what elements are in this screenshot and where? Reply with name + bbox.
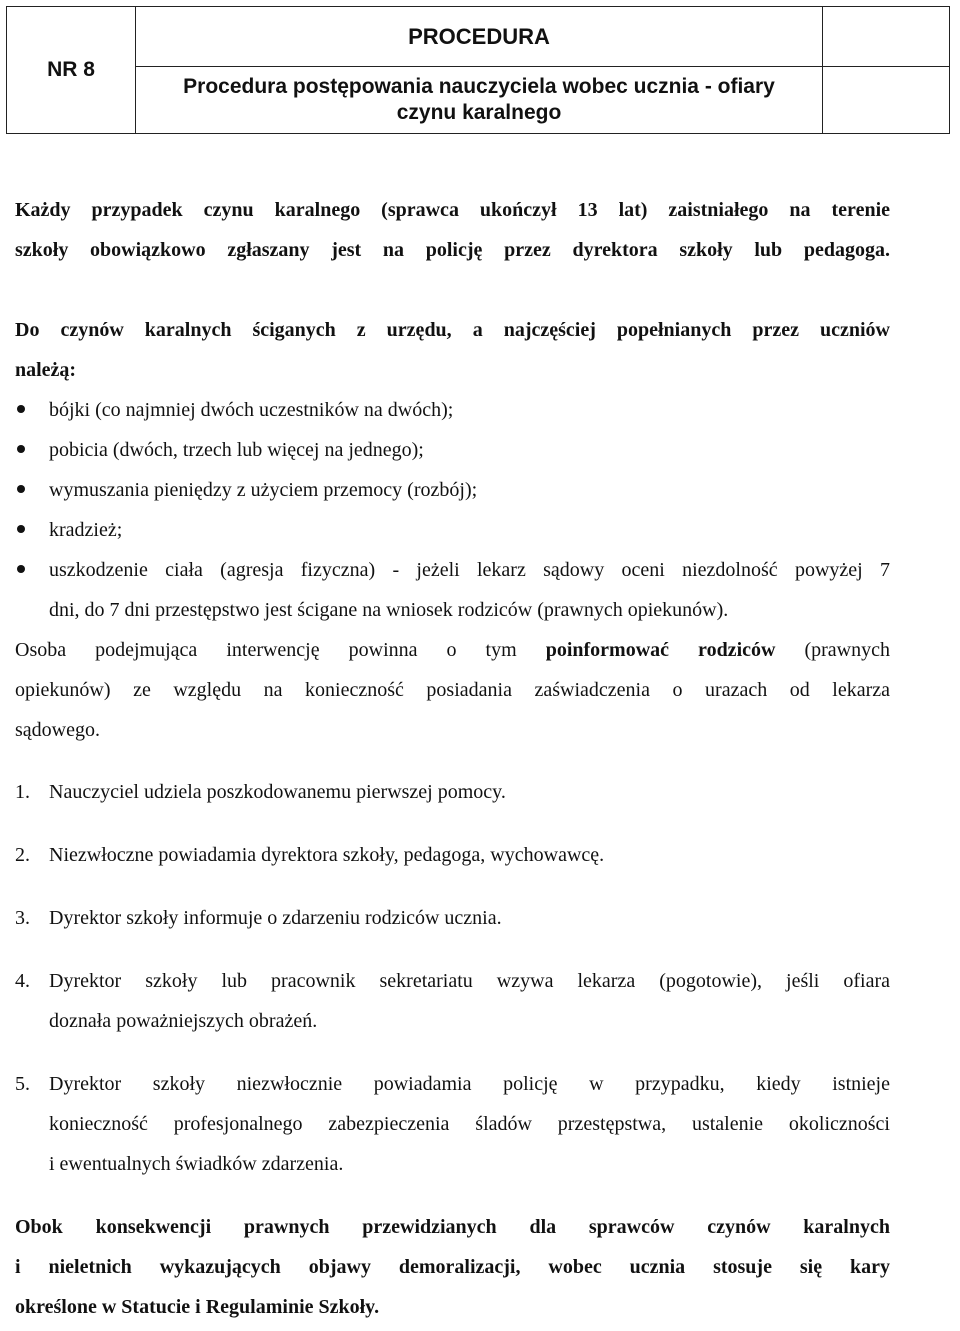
list-item: wymuszania pieniędzy z użyciem przemocy (rozbój);	[15, 470, 890, 510]
bullet-icon	[17, 485, 25, 493]
procedure-steps	[15, 772, 890, 1184]
header-table	[6, 6, 950, 134]
procedure-title-line-1: Procedura postępowania nauczyciela wobec ucznia - ofiary	[183, 75, 775, 98]
step-item: 2. Niezwłoczne powiadamia dyrektora szkoły, pedagoga, wychowawcę.	[15, 844, 605, 866]
procedure-title-line-2: czynu karalnego	[396, 101, 562, 124]
procedure-number: NR 8	[7, 7, 136, 134]
offences-intro-line-1: Do czynów karalnych ściganych z urzędu, a najczęściej popełnianych przez uczniów	[15, 319, 890, 341]
step-item: 5. Dyrektor szkoły niezwłocznie powiadamia policję w przypadku, kiedy istnieje konieczność profesjonalnego zabezpieczenia śladów przestępstwa, ustalenie okoliczności i ewentualnych świadków zdarzenia.	[15, 1073, 890, 1175]
bullet-icon	[17, 445, 25, 453]
inform-line-3: sądowego.	[15, 719, 100, 741]
inform-parents-emphasis: poinformować rodziców	[545, 639, 776, 661]
closing-paragraph	[15, 1207, 890, 1327]
inform-line-2: opiekunów) ze względu na konieczność posiadania zaświadczenia o urazach od lekarza	[15, 679, 890, 701]
step-item: 4. Dyrektor szkoły lub pracownik sekretariatu wzywa lekarza (pogotowie), jeśli ofiara doznała poważniejszych obrażeń.	[15, 970, 890, 1032]
list-item	[15, 550, 890, 630]
intro-line-2: szkoły obowiązkowo zgłaszany jest na policję przez dyrektora szkoły lub pedagoga.	[15, 239, 890, 261]
step-item: 3. Dyrektor szkoły informuje o zdarzeniu rodziców ucznia.	[15, 907, 502, 929]
list-item: pobicia (dwóch, trzech lub więcej na jednego);	[15, 430, 890, 470]
intro-paragraph	[15, 190, 890, 270]
bullet-last-line-1: uszkodzenie ciała (agresja fizyczna) - jeżeli lekarz sądowy oceni niezdolność powyżej 7	[49, 559, 890, 581]
closing-line-1: Obok konsekwencji prawnych przewidzianych dla sprawców czynów karalnych	[15, 1216, 890, 1238]
offences-intro	[15, 310, 890, 390]
procedure-type-heading: PROCEDURA	[136, 7, 823, 67]
header-empty-cell-bottom	[823, 67, 950, 134]
bullet-icon	[17, 525, 25, 533]
inform-parents-paragraph: Osoba podejmująca interwencję powinna o tym poinformować rodziców (prawnych opiekunów) ze względu na konieczność posiadania zaświadczenia o urazach od lekarza sądowego.	[15, 630, 890, 750]
list-item: kradzież;	[15, 510, 890, 550]
closing-line-3: określone w Statucie i Regulaminie Szkoły.	[15, 1296, 380, 1318]
step-item: 1. Nauczyciel udziela poszkodowanemu pierwszej pomocy.	[15, 781, 506, 803]
procedure-title	[136, 67, 823, 134]
bullet-icon	[17, 405, 25, 413]
bullet-icon	[17, 565, 25, 573]
offences-intro-line-2: należą:	[15, 359, 77, 381]
intro-line-1: Każdy przypadek czynu karalnego (sprawca ukończył 13 lat) zaistniałego na terenie	[15, 199, 890, 221]
bullet-last-line-2: dni, do 7 dni przestępstwo jest ścigane na wniosek rodziców (prawnych opiekunów).	[49, 599, 729, 621]
document-body	[15, 190, 890, 1327]
closing-line-2: i nieletnich wykazujących objawy demoralizacji, wobec ucznia stosuje się kary	[15, 1256, 890, 1278]
offences-list	[15, 390, 890, 630]
list-item: bójki (co najmniej dwóch uczestników na dwóch);	[15, 390, 890, 430]
header-empty-cell-top	[823, 7, 950, 67]
